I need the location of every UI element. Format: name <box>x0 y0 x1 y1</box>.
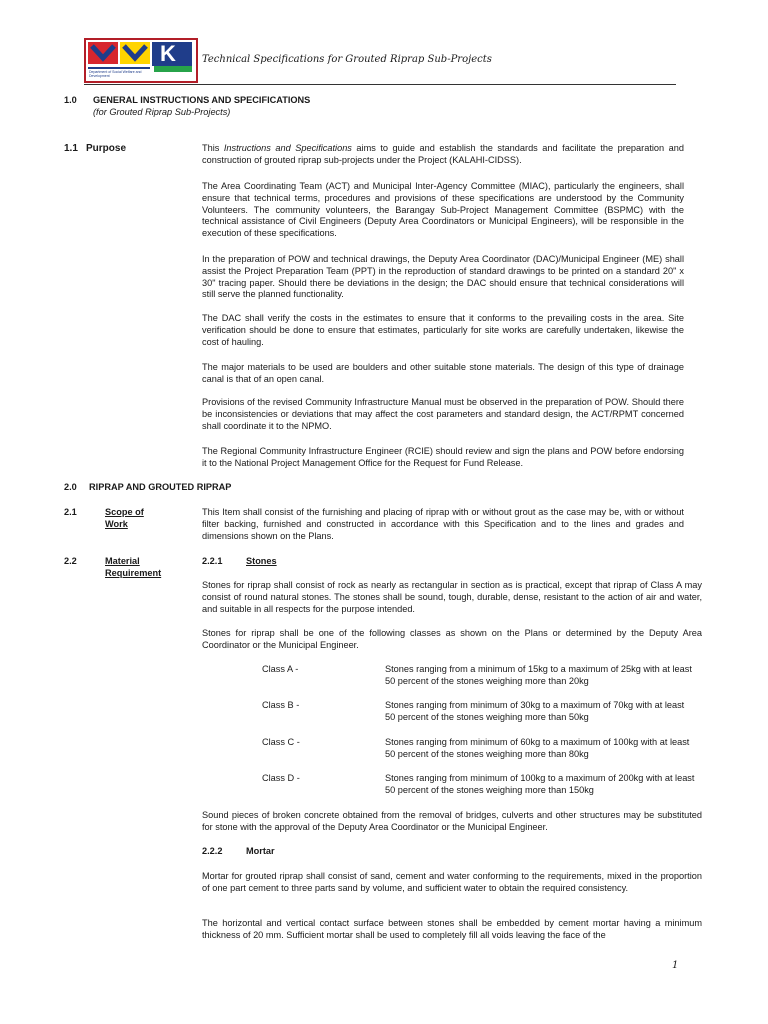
section-2-title: RIPRAP AND GROUTED RIPRAP <box>89 482 232 492</box>
purpose-paragraph-5: The major materials to be used are boulders and other suitable stone materials. The design of this type of drainage canal is that of an open canal. <box>202 362 684 384</box>
class-b-label: Class B - <box>262 700 300 710</box>
stones-paragraph-1: Stones for riprap shall consist of rock as nearly as rectangular in section as is practical, except that riprap of Class A may consist of round natural stones. The stones shall be sound, tough, durable, dense, resistant to the action of air and water, and suitable in all respects for the purpose intended. <box>202 580 702 614</box>
purpose-number: 1.1 <box>64 143 78 154</box>
class-c-line-1: Stones ranging from minimum of 60kg to a maximum of 100kg with at least <box>385 737 690 747</box>
logo-caption: Department of Social Welfare and Development <box>89 70 142 78</box>
mortar-number: 2.2.2 <box>202 846 223 856</box>
material-title-line-1: Material <box>105 556 140 566</box>
scope-paragraph: This Item shall consist of the furnishing and placing of riprap with or without grout as the case may be, with or without filter backing, furnished and constructed in accordance with this Specification and to the lines and grades and dimensions shown on the Plans. <box>202 507 684 541</box>
stones-title: Stones <box>246 556 277 566</box>
class-b-line-1: Stones ranging from minimum of 30kg to a maximum of 70kg with at least <box>385 700 685 710</box>
purpose-p1-pre: This <box>202 143 224 153</box>
purpose-paragraph-7: The Regional Community Infrastructure Engineer (RCIE) should review and sign the plans and POW before endorsing it to the National Project Management Office for the Request for Fund Release. <box>202 446 684 468</box>
section-1-title: GENERAL INSTRUCTIONS AND SPECIFICATIONS <box>93 95 311 105</box>
class-c-line-2: 50 percent of the stones weighing more than 80kg <box>385 749 589 759</box>
stones-paragraph-2: Stones for riprap shall be one of the following classes as shown on the Plans or determined by the Deputy Area Coordinator or the Municipal Engineer. <box>202 628 702 650</box>
stones-number: 2.2.1 <box>202 556 223 566</box>
section-1-subtitle: (for Grouted Riprap Sub-Projects) <box>93 107 231 117</box>
scope-number: 2.1 <box>64 507 77 517</box>
scope-title-line-2: Work <box>105 519 128 529</box>
class-d-line-2: 50 percent of the stones weighing more than 150kg <box>385 785 594 795</box>
purpose-paragraph-3: In the preparation of POW and technical drawings, the Deputy Area Coordinator (DAC)/Municipal Engineer (ME) shall assist the Project Preparation Team (PPT) in the reproduction of standard drawings to be printed on a standard 20" x 30" tracing paper. Should there be deviations in the design; the DAC should ensure that technical considerations will still serve the planned functionality. <box>202 254 684 300</box>
stones-paragraph-3: Sound pieces of broken concrete obtained from the removal of bridges, culverts and other structures may be substituted for stone with the approval of the Deputy Area Coordinator or the Municipal Engineer. <box>202 810 702 832</box>
logo-letter: K <box>160 41 176 66</box>
section-2-number: 2.0 <box>64 482 77 492</box>
organization-logo <box>84 38 198 83</box>
purpose-p1-post: aims to guide and establish the standards and facilitate the preparation and construction of grouted riprap sub-projects under the Project (KALAHI-CIDSS). <box>202 143 684 165</box>
class-d-line-1: Stones ranging from minimum of 100kg to a maximum of 200kg with at least <box>385 773 695 783</box>
class-c-label: Class C - <box>262 737 300 747</box>
material-number: 2.2 <box>64 556 77 566</box>
mortar-paragraph-2: The horizontal and vertical contact surface between stones shall be embedded by cement mortar having a minimum thickness of 20 mm. Sufficient mortar shall be used to completely fill all voids leaving the face of the <box>202 918 702 940</box>
purpose-paragraph-4: The DAC shall verify the costs in the estimates to ensure that it conforms to the prevailing costs in the area. Site verification should be done to ensure that estimates, particularly for site works are carefully undertaken, likewise the cost of hauling. <box>202 313 684 347</box>
section-1-number: 1.0 <box>64 95 77 105</box>
class-a-label: Class A - <box>262 664 299 674</box>
page-number: 1 <box>672 960 679 971</box>
mortar-title: Mortar <box>246 846 275 856</box>
purpose-title: Purpose <box>86 143 127 154</box>
material-title-line-2: Requirement <box>105 568 162 578</box>
purpose-paragraph-6: Provisions of the revised Community Infrastructure Manual must be observed in the preparation of POW. Should there be inconsistencies or deviations that may affect the cost parameters and standard design, the ACT/RPMT concerned shall coordinate it to the NPMO. <box>202 397 684 431</box>
header-divider <box>84 84 676 85</box>
mortar-paragraph-1: Mortar for grouted riprap shall consist of sand, cement and water conforming to the requirements, mixed in the proportion of one part cement to three parts sand by volume, and sufficient water to obtain the required consistency. <box>202 871 702 893</box>
purpose-paragraph-1 <box>202 143 684 167</box>
class-a-line-1: Stones ranging from a minimum of 15kg to a maximum of 25kg with at least <box>385 664 692 674</box>
purpose-paragraph-2: The Area Coordinating Team (ACT) and Municipal Inter-Agency Committee (MIAC), particularly the engineers, shall ensure that technical terms, procedures and provisions of these specifications are understood by the Community Volunteers. The community volunteers, the Barangay Sub-Project Management Committee (BSPMC) with the technical assistance of Civil Engineers (Deputy Area Coordinators or Municipal Engineers), will be responsible in the execution of these specifications. <box>202 181 684 239</box>
document-header-title: Technical Specifications for Grouted Riprap Sub-Projects <box>202 54 492 65</box>
purpose-p1-italic: Instructions and Specifications <box>223 143 352 153</box>
scope-title-line-1: Scope of <box>105 507 144 517</box>
class-a-line-2: 50 percent of the stones weighing more than 20kg <box>385 676 589 686</box>
class-b-line-2: 50 percent of the stones weighing more than 50kg <box>385 712 589 722</box>
class-d-label: Class D - <box>262 773 300 783</box>
